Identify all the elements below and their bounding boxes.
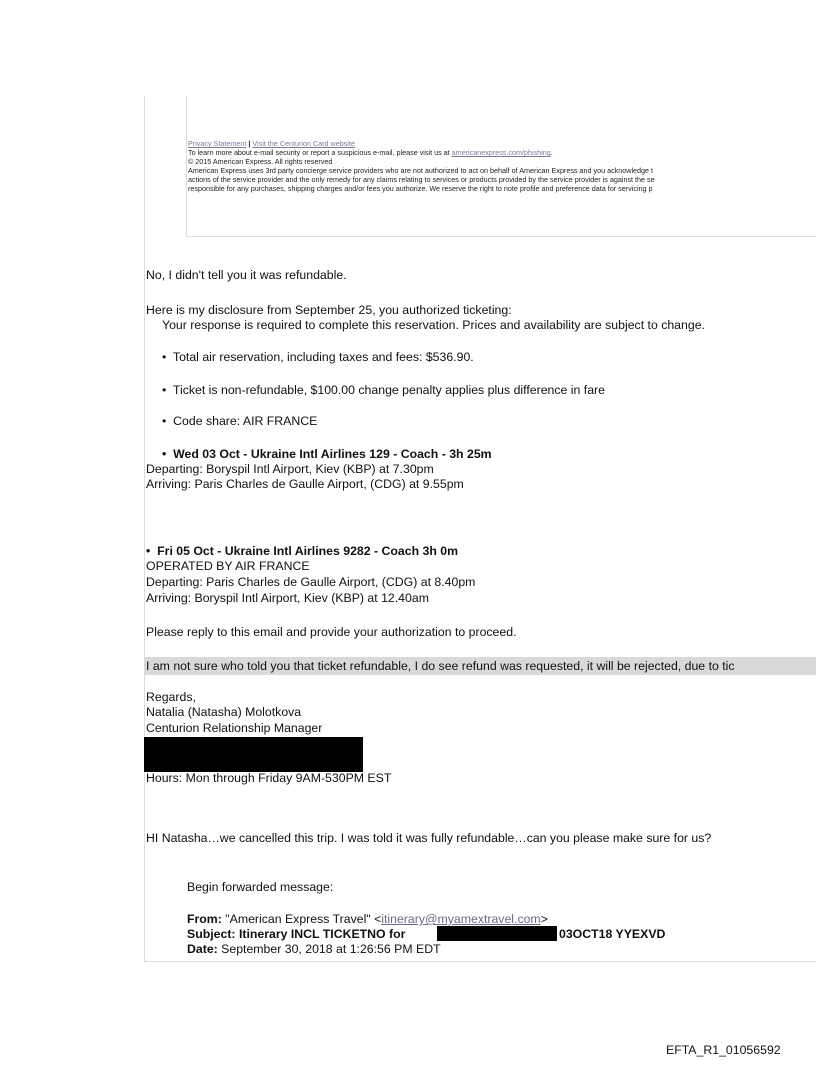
flight-1-title-text: Wed 03 Oct - Ukraine Intl Airlines 129 - Coach - 3h 25m <box>173 447 492 461</box>
subject-prefix: Itinerary INCL TICKETNO for <box>238 927 406 941</box>
footer-links-line <box>188 140 355 148</box>
privacy-statement-link[interactable]: Privacy Statement <box>188 139 247 148</box>
document-id: EFTA_R1_01056592 <box>666 1043 781 1057</box>
flight-1-departing: Departing: Boryspil Intl Airport, Kiev (KBP) at 7.30pm <box>146 462 434 476</box>
from-email-link[interactable]: itinerary@myamextravel.com <box>381 912 541 926</box>
date-value: September 30, 2018 at 1:26:56 PM EDT <box>221 942 441 956</box>
signature-role: Centurion Relationship Manager <box>146 721 323 735</box>
centurion-website-link[interactable]: Visit the Centurion Card website <box>252 139 355 148</box>
flight-1-arriving: Arriving: Paris Charles de Gaulle Airport, (CDG) at 9.55pm <box>146 477 464 491</box>
date-label: Date: <box>187 942 218 956</box>
please-reply-line: Please reply to this email and provide your authorization to proceed. <box>146 625 517 639</box>
flight-2-arriving: Arriving: Boryspil Intl Airport, Kiev (KBP) at 12.40am <box>146 591 429 605</box>
bullet-total-price-text: Total air reservation, including taxes and fees: $536.90. <box>172 350 474 364</box>
bullet-code-share-text: Code share: AIR FRANCE <box>173 414 318 428</box>
subject-label: Subject: <box>187 927 236 941</box>
flight-2-operated-by: OPERATED BY AIR FRANCE <box>146 559 310 573</box>
from-label: From: <box>187 912 222 926</box>
response-required-line: Your response is required to complete this reservation. Prices and availability are subject to change. <box>162 318 705 332</box>
flight-2-departing: Departing: Paris Charles de Gaulle Airport, (CDG) at 8.40pm <box>146 575 476 589</box>
from-close: > <box>540 912 548 926</box>
copyright-line: © 2015 American Express. All rights reserved <box>188 157 333 166</box>
security-line <box>188 149 553 157</box>
bullet-total-price: • Total air reservation, including taxes and fees: $536.90. <box>162 350 474 364</box>
subject-suffix: 03OCT18 YYEXVD <box>559 927 666 941</box>
bullet-non-refundable-text: Ticket is non-refundable, $100.00 change penalty applies plus difference in fare <box>172 383 605 397</box>
disclosure-intro: Here is my disclosure from September 25, you authorized ticketing: <box>146 303 512 317</box>
flight-1-title: • Wed 03 Oct - Ukraine Intl Airlines 129 - Coach - 3h 25m <box>162 447 492 461</box>
flight-2-title: • Fri 05 Oct - Ukraine Intl Airlines 9282 - Coach 3h 0m <box>146 544 459 558</box>
customer-message: HI Natasha…we cancelled this trip. I was told it was fully refundable…can you please make sure for us? <box>146 831 712 845</box>
disclaimer-line-1: American Express uses 3rd party concierge service providers who are not authorized to act on behalf of American Express and you acknowledge t <box>188 166 654 175</box>
bullet-code-share: • Code share: AIR FRANCE <box>162 414 318 428</box>
from-name: "American Express Travel" < <box>225 912 382 926</box>
security-suffix: . <box>550 148 553 157</box>
subject-redaction <box>437 926 557 941</box>
highlighted-line: I am not sure who told you that ticket refundable, I do see refund was requested, it will be rejected, due to tic <box>146 659 735 673</box>
redaction-block <box>144 737 363 772</box>
disclaimer-line-2: actions of the service provider and the only remedy for any claims relating to services or products provided by the service provider is against the se <box>188 175 655 184</box>
phishing-link[interactable]: americanexpress.com/phishing <box>451 148 551 157</box>
hours-line: Hours: Mon through Friday 9AM-530PM EST <box>146 771 392 785</box>
flight-2-title-text: Fri 05 Oct - Ukraine Intl Airlines 9282 - Coach 3h 0m <box>157 544 459 558</box>
not-refundable-line: No, I didn't tell you it was refundable. <box>146 268 347 282</box>
forwarded-subject-line <box>187 927 405 941</box>
regards-line: Regards, <box>146 690 196 704</box>
forwarded-intro: Begin forwarded message: <box>187 880 334 894</box>
forwarded-from-line <box>187 912 548 926</box>
footer-separator: | <box>248 139 251 148</box>
forwarded-date-line <box>187 942 441 956</box>
disclaimer-line-3: responsible for any purchases, shipping charges and/or fees you authorize. We reserve the right to note profile and preference data for servicing p <box>188 184 653 193</box>
security-text: To learn more about e-mail security or report a suspicious e-mail, please visit us at <box>188 148 452 157</box>
signature-name: Natalia (Natasha) Molotkova <box>146 705 302 719</box>
bullet-non-refundable: • Ticket is non-refundable, $100.00 change penalty applies plus difference in fare <box>162 383 605 397</box>
